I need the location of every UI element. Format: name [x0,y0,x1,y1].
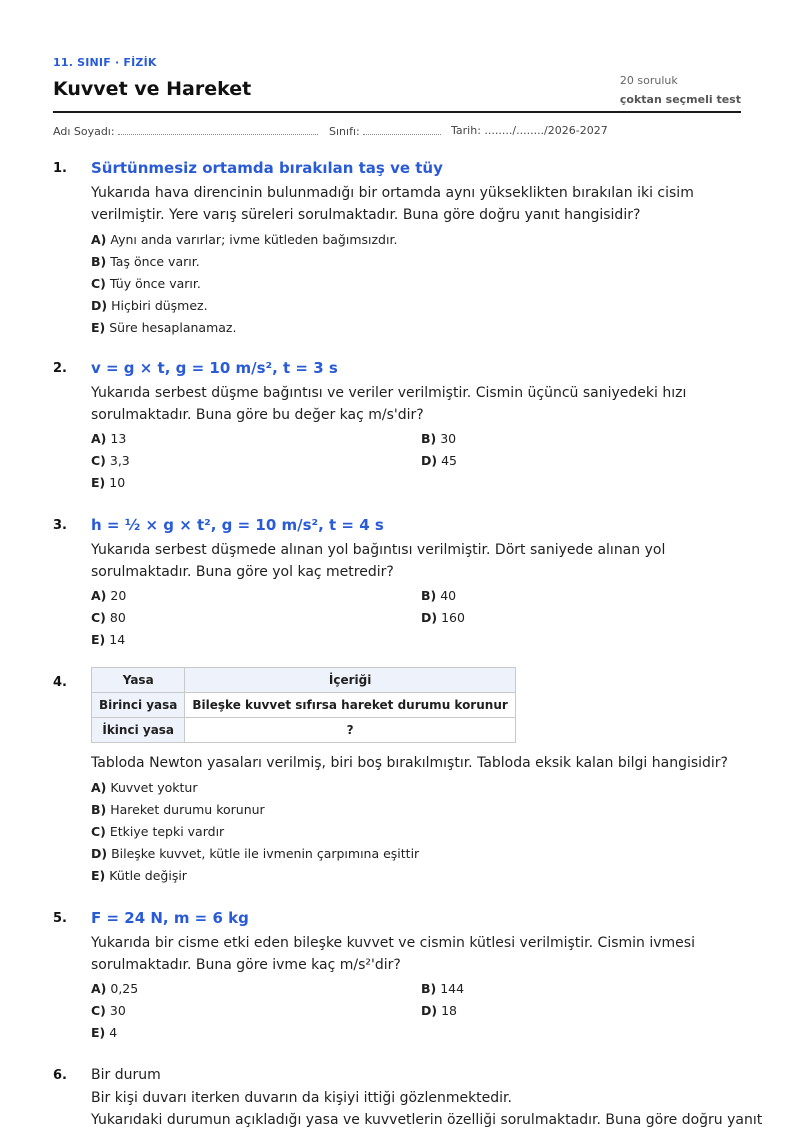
question-heading: Sürtünmesiz ortamda bırakılan taş ve tüy [91,159,443,177]
table-cell: Birinci yasa [92,693,185,718]
question-number: 6. [53,1068,67,1083]
table-cell: Bileşke kuvvet sıfırsa hareket durumu korunur [185,693,515,718]
question-number: 2. [53,361,67,376]
question-number: 5. [53,911,67,926]
question-heading: F = 24 N, m = 6 kg [91,909,249,927]
option-d[interactable]: D) 45 [421,453,457,468]
question-text: Yukarıda bir cisme etki eden bileşke kuvvet ve cismin kütlesi verilmiştir. Cismin ivmesi sorulmaktadır. Buna göre ivme kaç m/s²'dir? [91,935,695,973]
option-d[interactable]: D) 160 [421,610,465,625]
question-heading: h = ½ × g × t², g = 10 m/s², t = 4 s [91,516,384,534]
option-a[interactable]: A) 0,25 [91,981,139,996]
table-header-law: Yasa [92,668,185,693]
question-number: 1. [53,161,67,176]
question-count: 20 soruluk [619,74,678,87]
subject-label: 11. SINIF · FİZİK [53,56,157,69]
class-field[interactable] [329,124,441,138]
question-text: Yukarıda serbest düşmede alınan yol bağıntısı verilmiştir. Dört saniyede alınan yol sorulmaktadır. Buna göre yol kaç metredir? [91,542,666,580]
table-cell: İkinci yasa [92,718,185,743]
option-a[interactable]: A) 20 [91,588,127,603]
option-e[interactable]: E) Süre hesaplanamaz. [91,320,237,335]
table-header-content: İçeriği [185,668,515,693]
option-a[interactable]: A) 13 [91,431,127,446]
date-label: Tarih: [451,124,481,137]
question-text: Yukarıda hava direncinin bulunmadığı bir ortamda aynı yükseklikten bırakılan iki cisim verilmiştir. Yere varış süreleri sorulmaktadır. Buna göre doğru yanıt hangisidir? [91,185,694,223]
option-e[interactable]: E) 4 [91,1025,118,1040]
option-d[interactable]: D) Bileşke kuvvet, kütle ile ivmenin çarpımına eşittir [91,846,420,861]
option-d[interactable]: D) 18 [421,1003,457,1018]
option-c[interactable]: C) Etkiye tepki vardır [91,824,225,839]
option-e[interactable]: E) 10 [91,475,126,490]
option-b[interactable]: B) 30 [421,431,457,446]
table-cell: ? [185,718,515,743]
header-divider [53,111,741,113]
question-text-continued: Yukarıdaki durumun açıkladığı yasa ve kuvvetlerin özelliği sorulmaktadır. Buna göre doğru yanıt [91,1112,763,1128]
option-c[interactable]: C) 30 [91,1003,126,1018]
option-b[interactable]: B) 40 [421,588,457,603]
option-c[interactable]: C) 3,3 [91,453,130,468]
question-number: 3. [53,518,67,533]
question-text: Bir kişi duvarı iterken duvarın da kişiyi ittiği gözlenmektedir. [91,1090,512,1106]
date-field[interactable] [451,124,608,137]
question-number: 4. [53,675,67,690]
test-meta [620,71,741,109]
test-type: çoktan seçmeli test [619,93,741,106]
option-b[interactable]: B) Hareket durumu korunur [91,802,265,817]
name-label: Adı Soyadı: [53,125,115,138]
option-b[interactable]: B) 144 [421,981,465,996]
question-heading: Bir durum [91,1067,161,1083]
table-row [92,693,516,718]
option-e[interactable]: E) Kütle değişir [91,868,187,883]
class-label: Sınıfı: [329,125,360,138]
question-text: Tabloda Newton yasaları verilmiş, biri boş bırakılmıştır. Tabloda eksik kalan bilgi hangisidir? [91,755,728,771]
question-text: Yukarıda serbest düşme bağıntısı ve veriler verilmiştir. Cismin üçüncü saniyedeki hızı sorulmaktadır. Buna göre bu değer kaç m/s'dir? [91,385,687,423]
option-d[interactable]: D) Hiçbiri düşmez. [91,298,208,313]
option-c[interactable]: C) 80 [91,610,126,625]
option-b[interactable]: B) Taş önce varır. [91,254,200,269]
option-a[interactable]: A) Kuvvet yoktur [91,780,198,795]
table-row [92,718,516,743]
option-a[interactable]: A) Aynı anda varırlar; ivme kütleden bağımsızdır. [91,232,398,247]
date-value: ......../......../2026-2027 [484,124,608,137]
page-title: Kuvvet ve Hareket [53,78,252,100]
option-e[interactable]: E) 14 [91,632,126,647]
option-c[interactable]: C) Tüy önce varır. [91,276,201,291]
question-heading: v = g × t, g = 10 m/s², t = 3 s [91,359,338,377]
newton-laws-table [91,667,516,743]
name-field[interactable] [53,124,318,138]
